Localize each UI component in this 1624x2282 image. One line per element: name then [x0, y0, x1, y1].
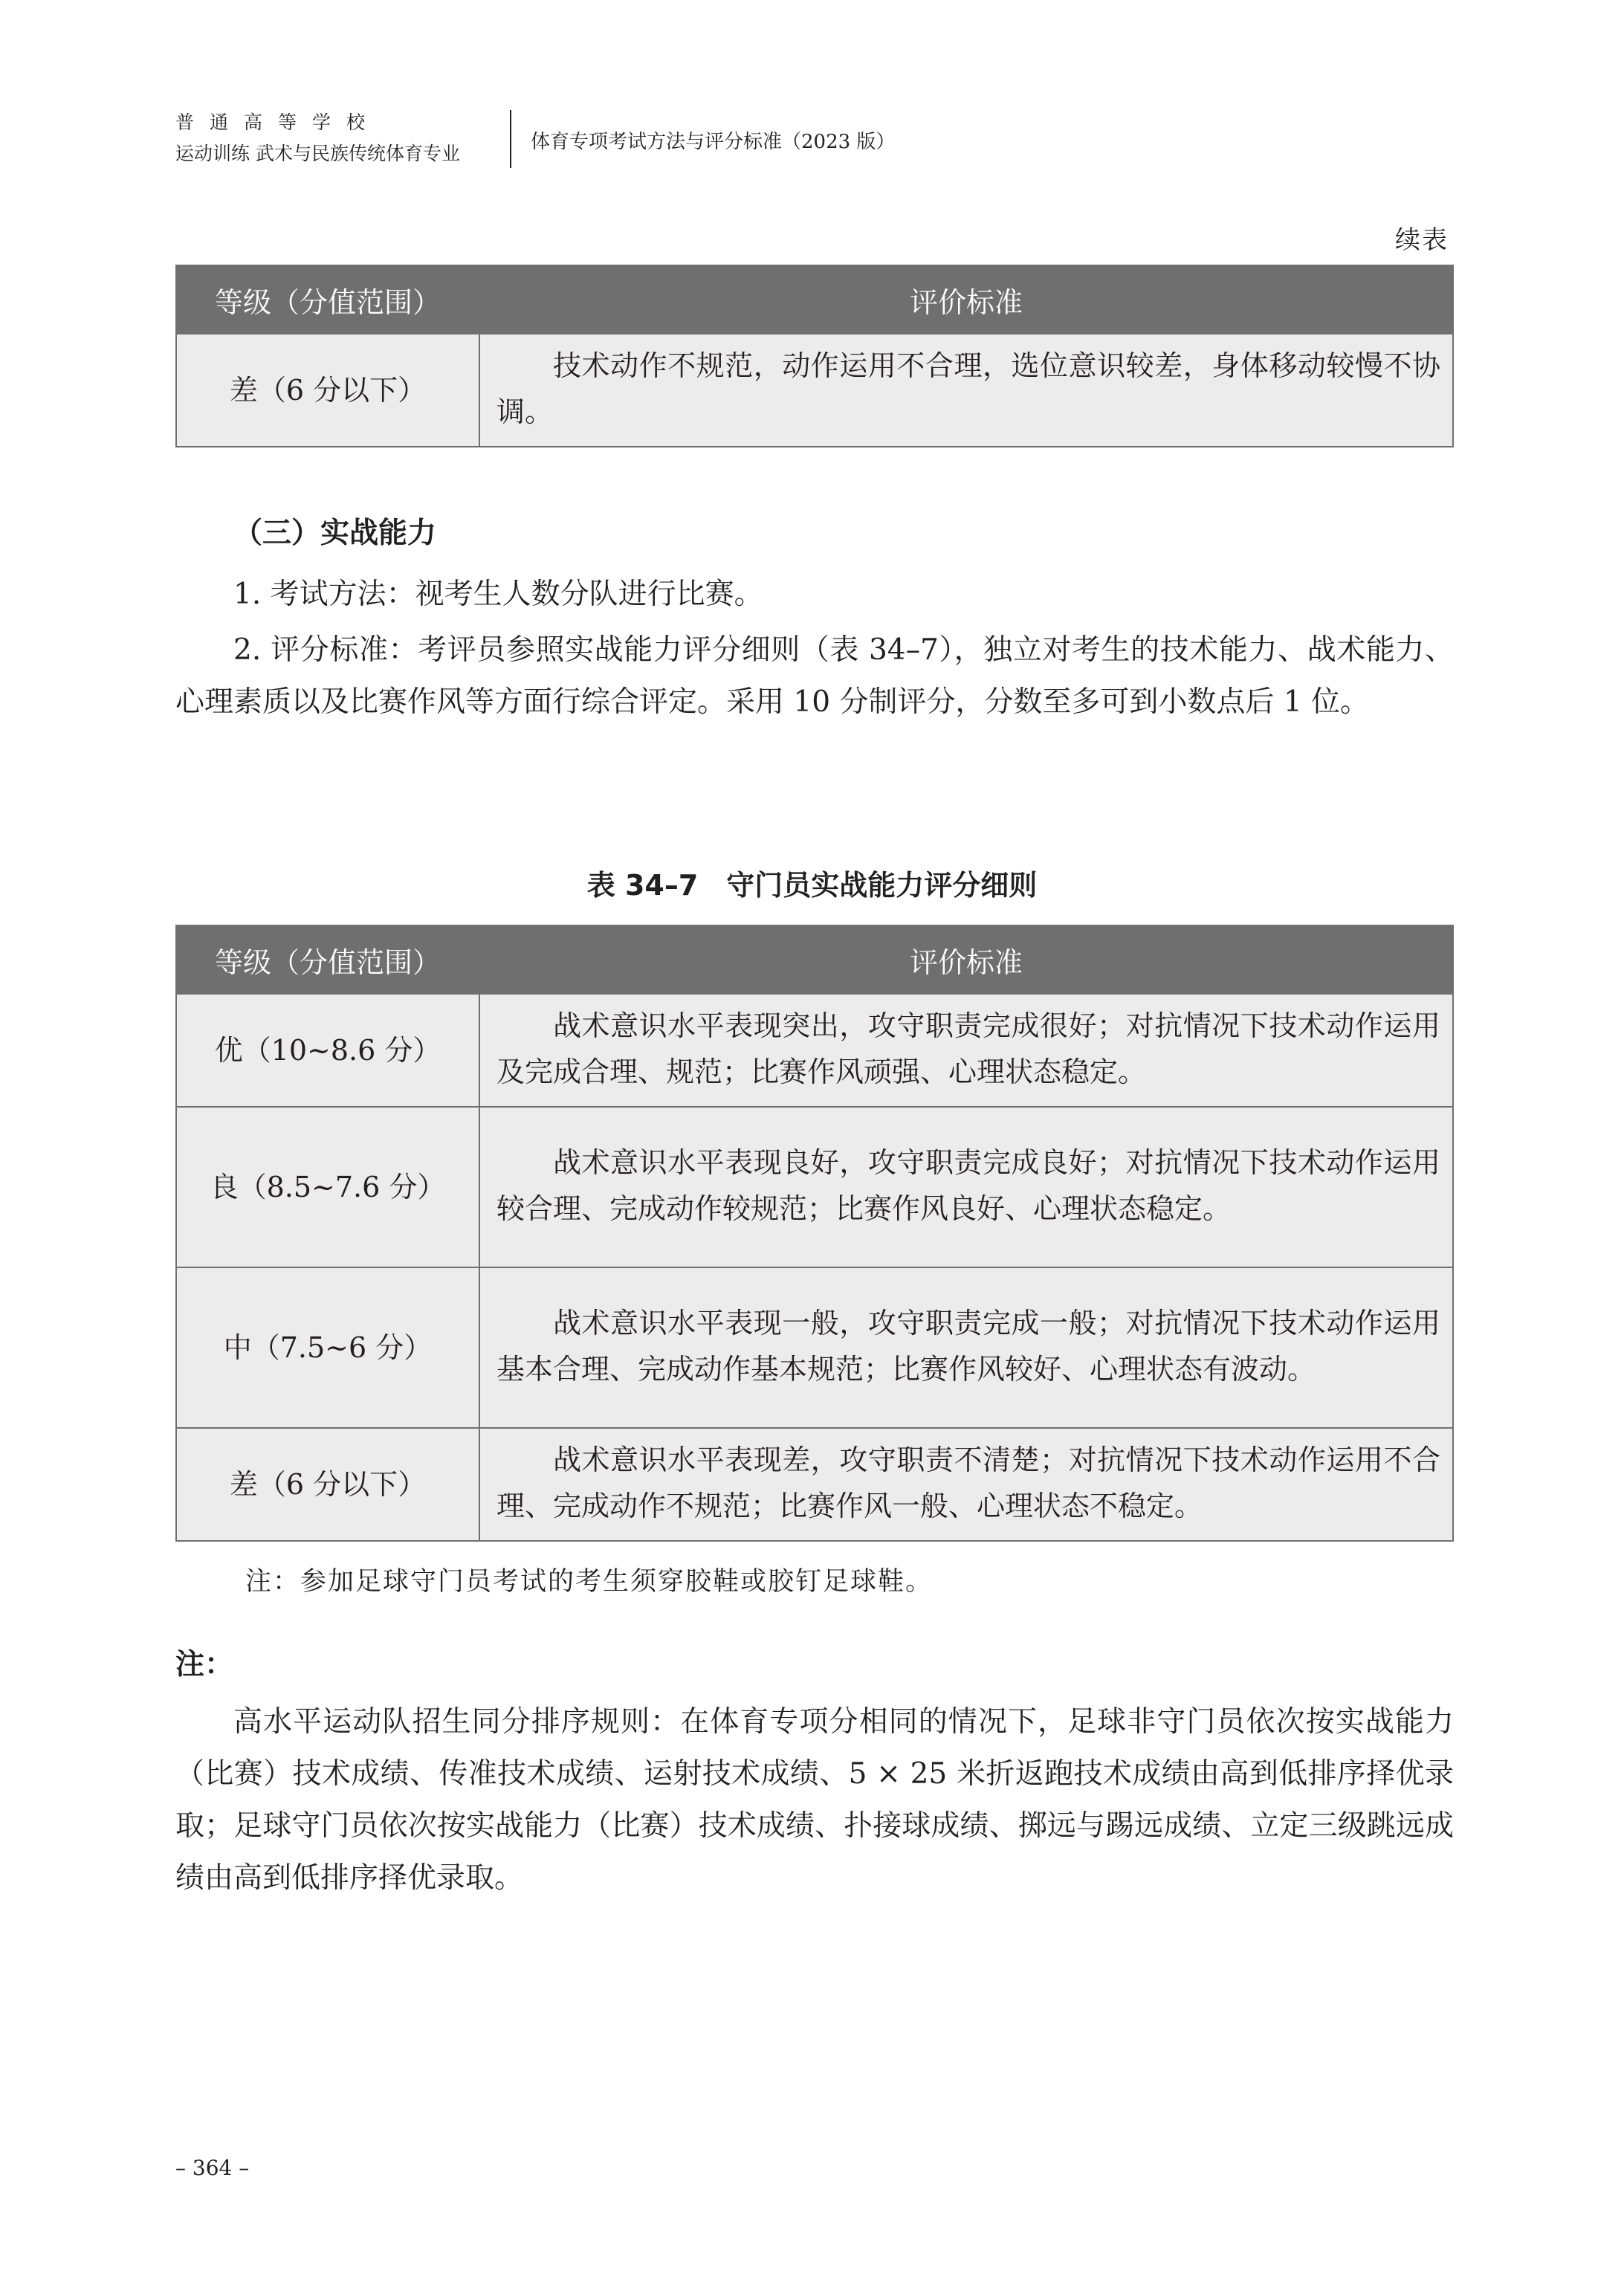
table-row	[176, 1267, 1453, 1428]
grade-cell: 中（7.5~6 分）	[176, 1267, 479, 1428]
note-heading: 注：	[175, 1647, 234, 1681]
table-row	[176, 334, 1453, 447]
table-row	[176, 1428, 1453, 1541]
grading-table-continued	[175, 265, 1454, 447]
criteria-cell	[479, 334, 1453, 447]
grade-cell: 良（8.5~7.6 分）	[176, 1107, 479, 1267]
table-header-row	[176, 925, 1453, 994]
table-footnote: 注：参加足球守门员考试的考生须穿胶鞋或胶钉足球鞋。	[245, 1567, 934, 1597]
scoring-criteria-paragraph: 2. 评分标准：考评员参照实战能力评分细则（表 34–7），独立对考生的技术能力、战术能力、心理素质以及比赛作风等方面行综合评定。采用 10 分制评分，分数至多可到小数点后 1 位。	[175, 633, 1454, 719]
header-divider	[510, 110, 511, 168]
criteria-text: 战术意识水平表现差，攻守职责不清楚；对抗情况下技术动作运用不合理、完成动作不规范；比赛作风一般、心理状态不稳定。	[496, 1444, 1440, 1522]
criteria-text: 战术意识水平表现良好，攻守职责完成良好；对抗情况下技术动作运用较合理、完成动作较规范；比赛作风良好、心理状态稳定。	[496, 1146, 1440, 1225]
header-school-line: 普通高等学校	[175, 111, 381, 133]
column-header-criteria: 评价标准	[479, 925, 1453, 994]
header-left-block	[175, 110, 502, 167]
table-row	[176, 1107, 1453, 1267]
table-caption: 表 34–7 守门员实战能力评分细则	[586, 869, 1038, 902]
table-header-row	[176, 265, 1453, 334]
header-book-title: 体育专项考试方法与评分标准（2023 版）	[531, 131, 896, 153]
grade-cell: 优（10~8.6 分）	[176, 994, 479, 1107]
section-heading: （三）实战能力	[233, 516, 437, 550]
criteria-cell	[479, 1267, 1453, 1428]
grade-cell: 差（6 分以下）	[176, 1428, 479, 1541]
header-major-line: 运动训练 武术与民族传统体育专业	[175, 143, 460, 164]
criteria-text: 战术意识水平表现一般，攻守职责完成一般；对抗情况下技术动作运用基本合理、完成动作基本规范；比赛作风较好、心理状态有波动。	[496, 1307, 1440, 1386]
goalkeeper-grading-table	[175, 925, 1454, 1542]
column-header-grade: 等级（分值范围）	[176, 265, 479, 334]
exam-method-paragraph: 1. 考试方法：视考生人数分队进行比赛。	[233, 578, 763, 611]
continued-table-label: 续表	[1395, 225, 1449, 255]
column-header-criteria: 评价标准	[479, 265, 1453, 334]
grade-cell: 差（6 分以下）	[176, 334, 479, 447]
criteria-cell	[479, 1428, 1453, 1541]
criteria-cell	[479, 1107, 1453, 1267]
criteria-text: 战术意识水平表现突出，攻守职责完成很好；对抗情况下技术动作运用及完成合理、规范；比赛作风顽强、心理状态稳定。	[496, 1009, 1440, 1088]
criteria-cell	[479, 994, 1453, 1107]
running-header	[175, 110, 1454, 169]
page-number: – 364 –	[175, 2156, 250, 2180]
table-row	[176, 994, 1453, 1107]
criteria-text: 技术动作不规范，动作运用不合理，选位意识较差，身体移动较慢不协调。	[496, 349, 1440, 428]
column-header-grade: 等级（分值范围）	[176, 925, 479, 994]
tiebreak-rules-paragraph: 高水平运动队招生同分排序规则：在体育专项分相同的情况下，足球非守门员依次按实战能力（比赛）技术成绩、传准技术成绩、运射技术成绩、5 × 25 米折返跑技术成绩由高到低排序择优录取；足球守门员依次按实战能力（比赛）技术成绩、扑接球成绩、掷远与踢远成绩、立定三级跳远成绩由高到低排序择优录取。	[175, 1705, 1454, 1895]
